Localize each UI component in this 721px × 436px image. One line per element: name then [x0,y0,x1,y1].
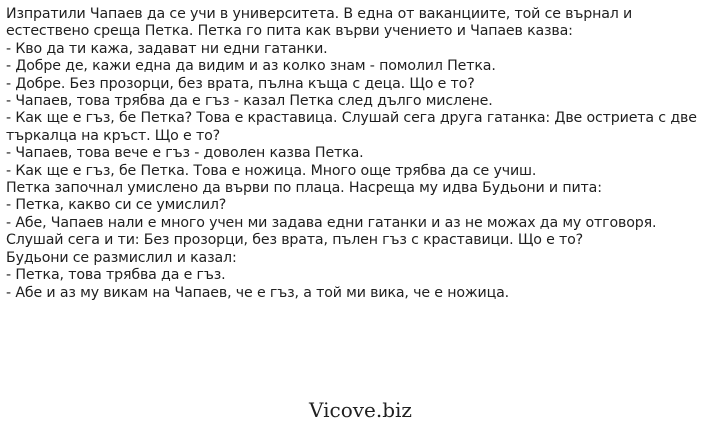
joke-paragraph: - Добре де, кажи една да видим и аз колко знам - помолил Петка. [6,58,496,75]
joke-paragraph: - Абе и аз му викам на Чапаев, че е гъз, а той ми вика, че е ножица. [6,284,510,301]
joke-text [6,6,718,302]
joke-paragraph: Изпратили Чапаев да се учи в университета. В една от ваканциите, той се върнал и естествено среща Петка. Петка го пита как върви учението и Чапаев казва: [6,6,633,40]
joke-paragraph: - Кво да ти кажа, задават ни едни гатанки. [6,40,328,57]
joke-paragraph: - Чапаев, това трябва да е гъз - казал Петка след дълго мислене. [6,93,493,110]
joke-paragraph: Будьони се размислил и казал: [6,249,237,266]
joke-paragraph: - Петка, какво си се умислил? [6,197,227,214]
joke-paragraph: - Чапаев, това вече е гъз - доволен казва Петка. [6,145,364,162]
joke-paragraph: - Как ще е гъз, бе Петка. Това е ножица. Много още трябва да се учиш. [6,162,537,179]
site-watermark: Vicove.biz [309,398,412,422]
joke-paragraph: - Абе, Чапаев нали е много учен ми задава едни гатанки и аз не можах да му отговоря. Слушай сега и ти: Без прозорци, без врата, пълен гъз с краставици. Що е то? [6,214,657,249]
joke-paragraph: Петка започнал умислено да върви по плаца. Насреща му идва Будьони и пита: [6,180,602,197]
joke-paragraph: - Как ще е гъз, бе Петка? Това е краставица. Слушай сега друга гатанка: Две остриета с две търкалца на кръст. Що е то? [6,110,697,144]
joke-paragraph: - Петка, това трябва да е гъз. [6,267,226,284]
joke-paragraph: - Добре. Без прозорци, без врата, пълна къща с деца. Що е то? [6,75,475,92]
